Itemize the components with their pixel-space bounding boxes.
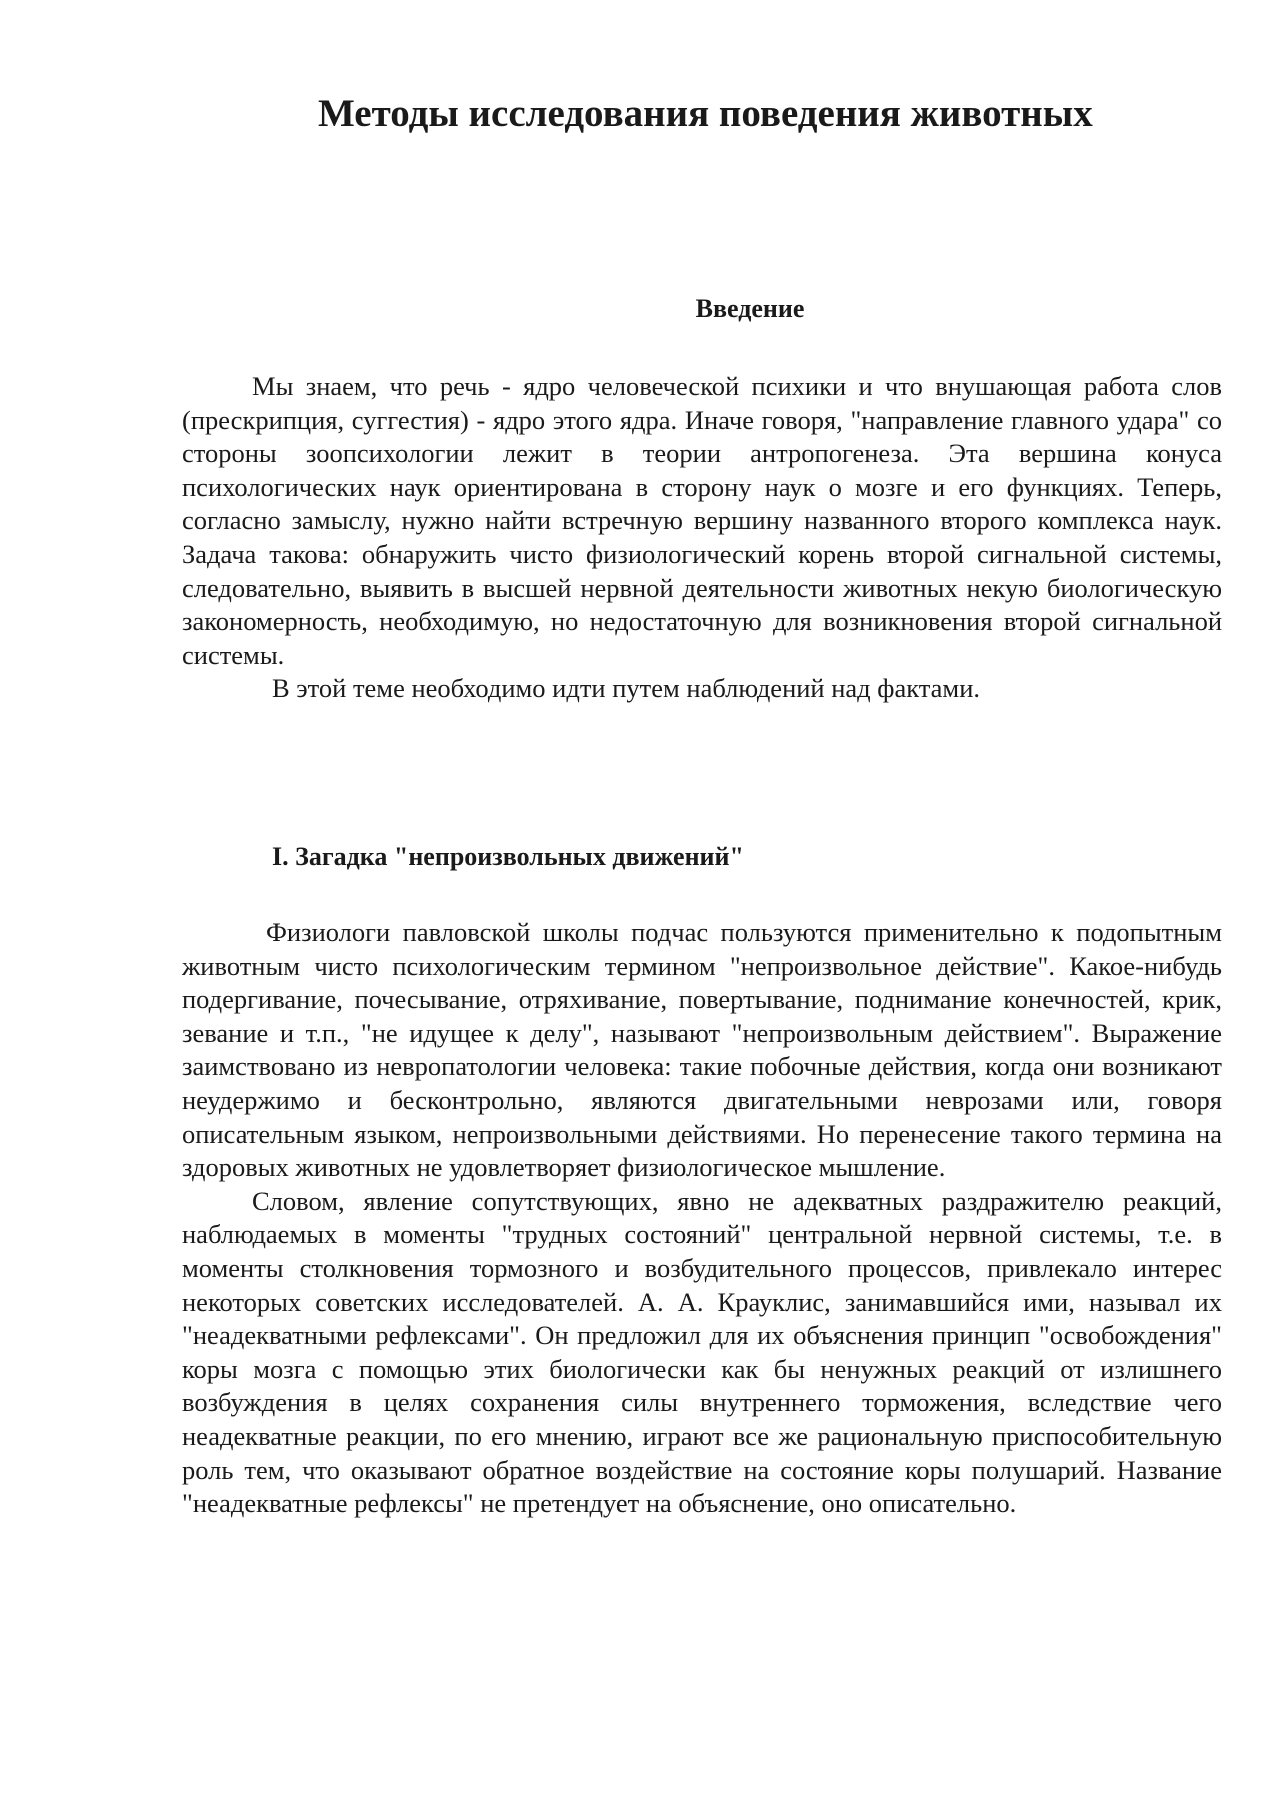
document-title: Методы исследования поведения животных	[318, 92, 1093, 135]
section-1-body	[182, 916, 1222, 1521]
intro-paragraph-1: Мы знаем, что речь - ядро человеческой психики и что внушающая работа слов (прескрипция, суггестия) - ядро этого ядра. Иначе говоря, "направление главного удара" со стороны зоопсихологии лежит в теории антропогенеза. Эта вершина конуса психологических наук ориентирована в сторону наук о мозге и его функциях. Теперь, согласно замыслу, нужно найти встречную вершину названного второго комплекса наук. Задача такова: обнаружить чисто физиологический корень второй сигнальной системы, следовательно, выявить в высшей нервной деятельности животных некую биологическую закономерность, необходимую, но недостаточную для возникновения второй сигнальной системы.	[182, 371, 1222, 670]
section-1-paragraph-1: Физиологи павловской школы подчас пользуются применительно к подопытным животным чисто психологическим термином "непроизвольное действие". Какое-нибудь подергивание, почесывание, отряхивание, повертывание, поднимание конечностей, крик, зевание и т.п., "не идущее к делу", называют "непроизвольным действием". Выражение заимствовано из невропатологии человека: такие побочные действия, когда они возникают неудержимо и бесконтрольно, являются двигательными неврозами или, говоря описательным языком, непроизвольными действиями. Но перенесение такого термина на здоровых животных не удовлетворяет физиологическое мышление.	[182, 917, 1222, 1183]
intro-heading: Введение	[695, 294, 805, 323]
section-1-paragraph-2: Словом, явление сопутствующих, явно не адекватных раздражителю реакций, наблюдаемых в моменты "трудных состояний" центральной нервной системы, т.е. в моменты столкновения тормозного и возбудительного процессов, привлекало интерес некоторых советских исследователей. А. А. Крауклис, занимавшийся ими, называл их "неадекватными рефлексами". Он предложил для их объяснения принцип "освобождения" коры мозга с помощью этих биологически как бы ненужных реакций от излишнего возбуждения в целях сохранения силы внутреннего торможения, вследствие чего неадекватные реакции, по его мнению, играют все же рациональную приспособительную роль тем, что оказывают обратное воздействие на состояние коры полушарий. Название "неадекватные рефлексы" не претендует на объяснение, оно описательно.	[182, 1185, 1222, 1519]
intro-paragraph-2: В этой теме необходимо идти путем наблюдений над фактами.	[272, 673, 980, 704]
section-1-heading: I. Загадка "непроизвольных движений"	[272, 842, 744, 871]
intro-section	[182, 370, 1222, 706]
